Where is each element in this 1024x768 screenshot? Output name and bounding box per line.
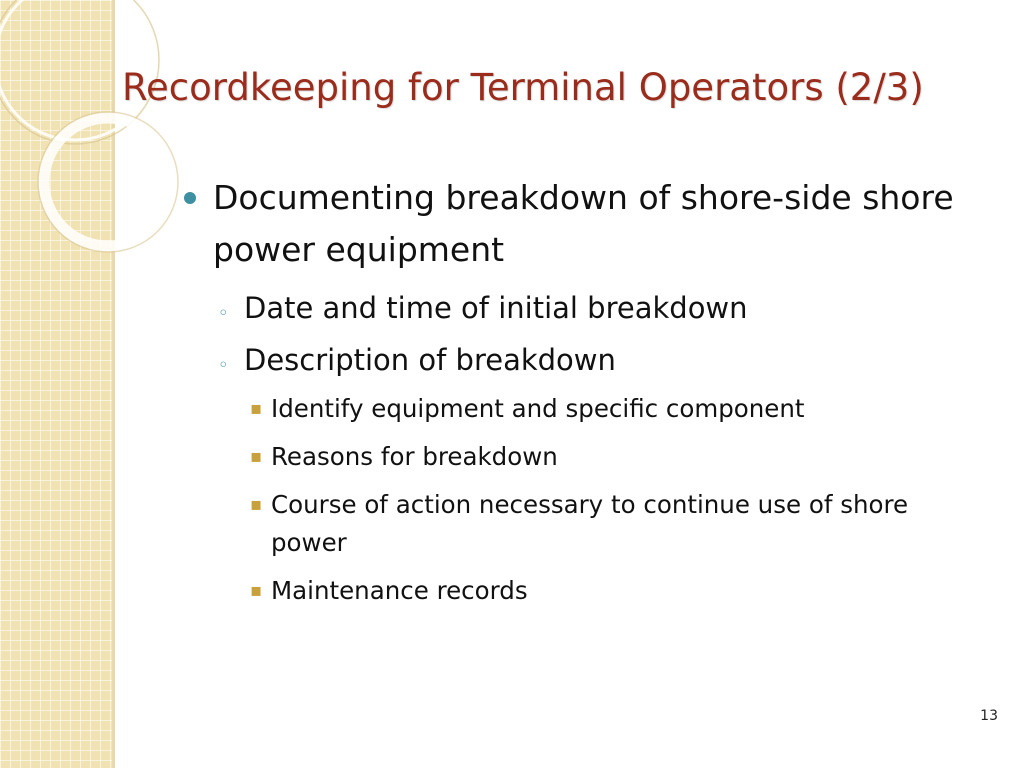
small-dot-bullet-icon: ▪ [250,580,263,601]
bullet-level1 [180,172,970,276]
page-number: 13 [980,708,998,724]
bullet-level2 [180,340,970,380]
bullet-text: Date and time of initial breakdown [244,291,748,325]
bullet-level3 [180,486,970,562]
small-dot-bullet-icon: ▪ [250,446,263,467]
side-panel-edge [112,0,115,768]
bullet-text: Description of breakdown [244,343,616,377]
slide-title: Recordkeeping for Terminal Operators (2/3) [122,66,924,109]
slide-body [180,172,970,610]
filled-circle-bullet-icon [184,192,196,204]
bullet-level3 [180,438,970,476]
bullet-level2 [180,288,970,328]
bullet-text: Documenting breakdown of shore-side shore power equipment [213,178,954,269]
decorative-side-panel [0,0,112,768]
bullet-text: Reasons for breakdown [271,442,558,471]
bullet-text: Course of action necessary to continue use of shore power [271,490,909,557]
bullet-level3 [180,572,970,610]
bullet-level3 [180,390,970,428]
small-dot-bullet-icon: ▪ [250,494,263,515]
bullet-text: Maintenance records [271,576,528,605]
hollow-circle-bullet-icon: ◦ [218,355,229,376]
bullet-text: Identify equipment and specific component [271,394,805,423]
small-dot-bullet-icon: ▪ [250,398,263,419]
hollow-circle-bullet-icon: ◦ [218,303,229,324]
